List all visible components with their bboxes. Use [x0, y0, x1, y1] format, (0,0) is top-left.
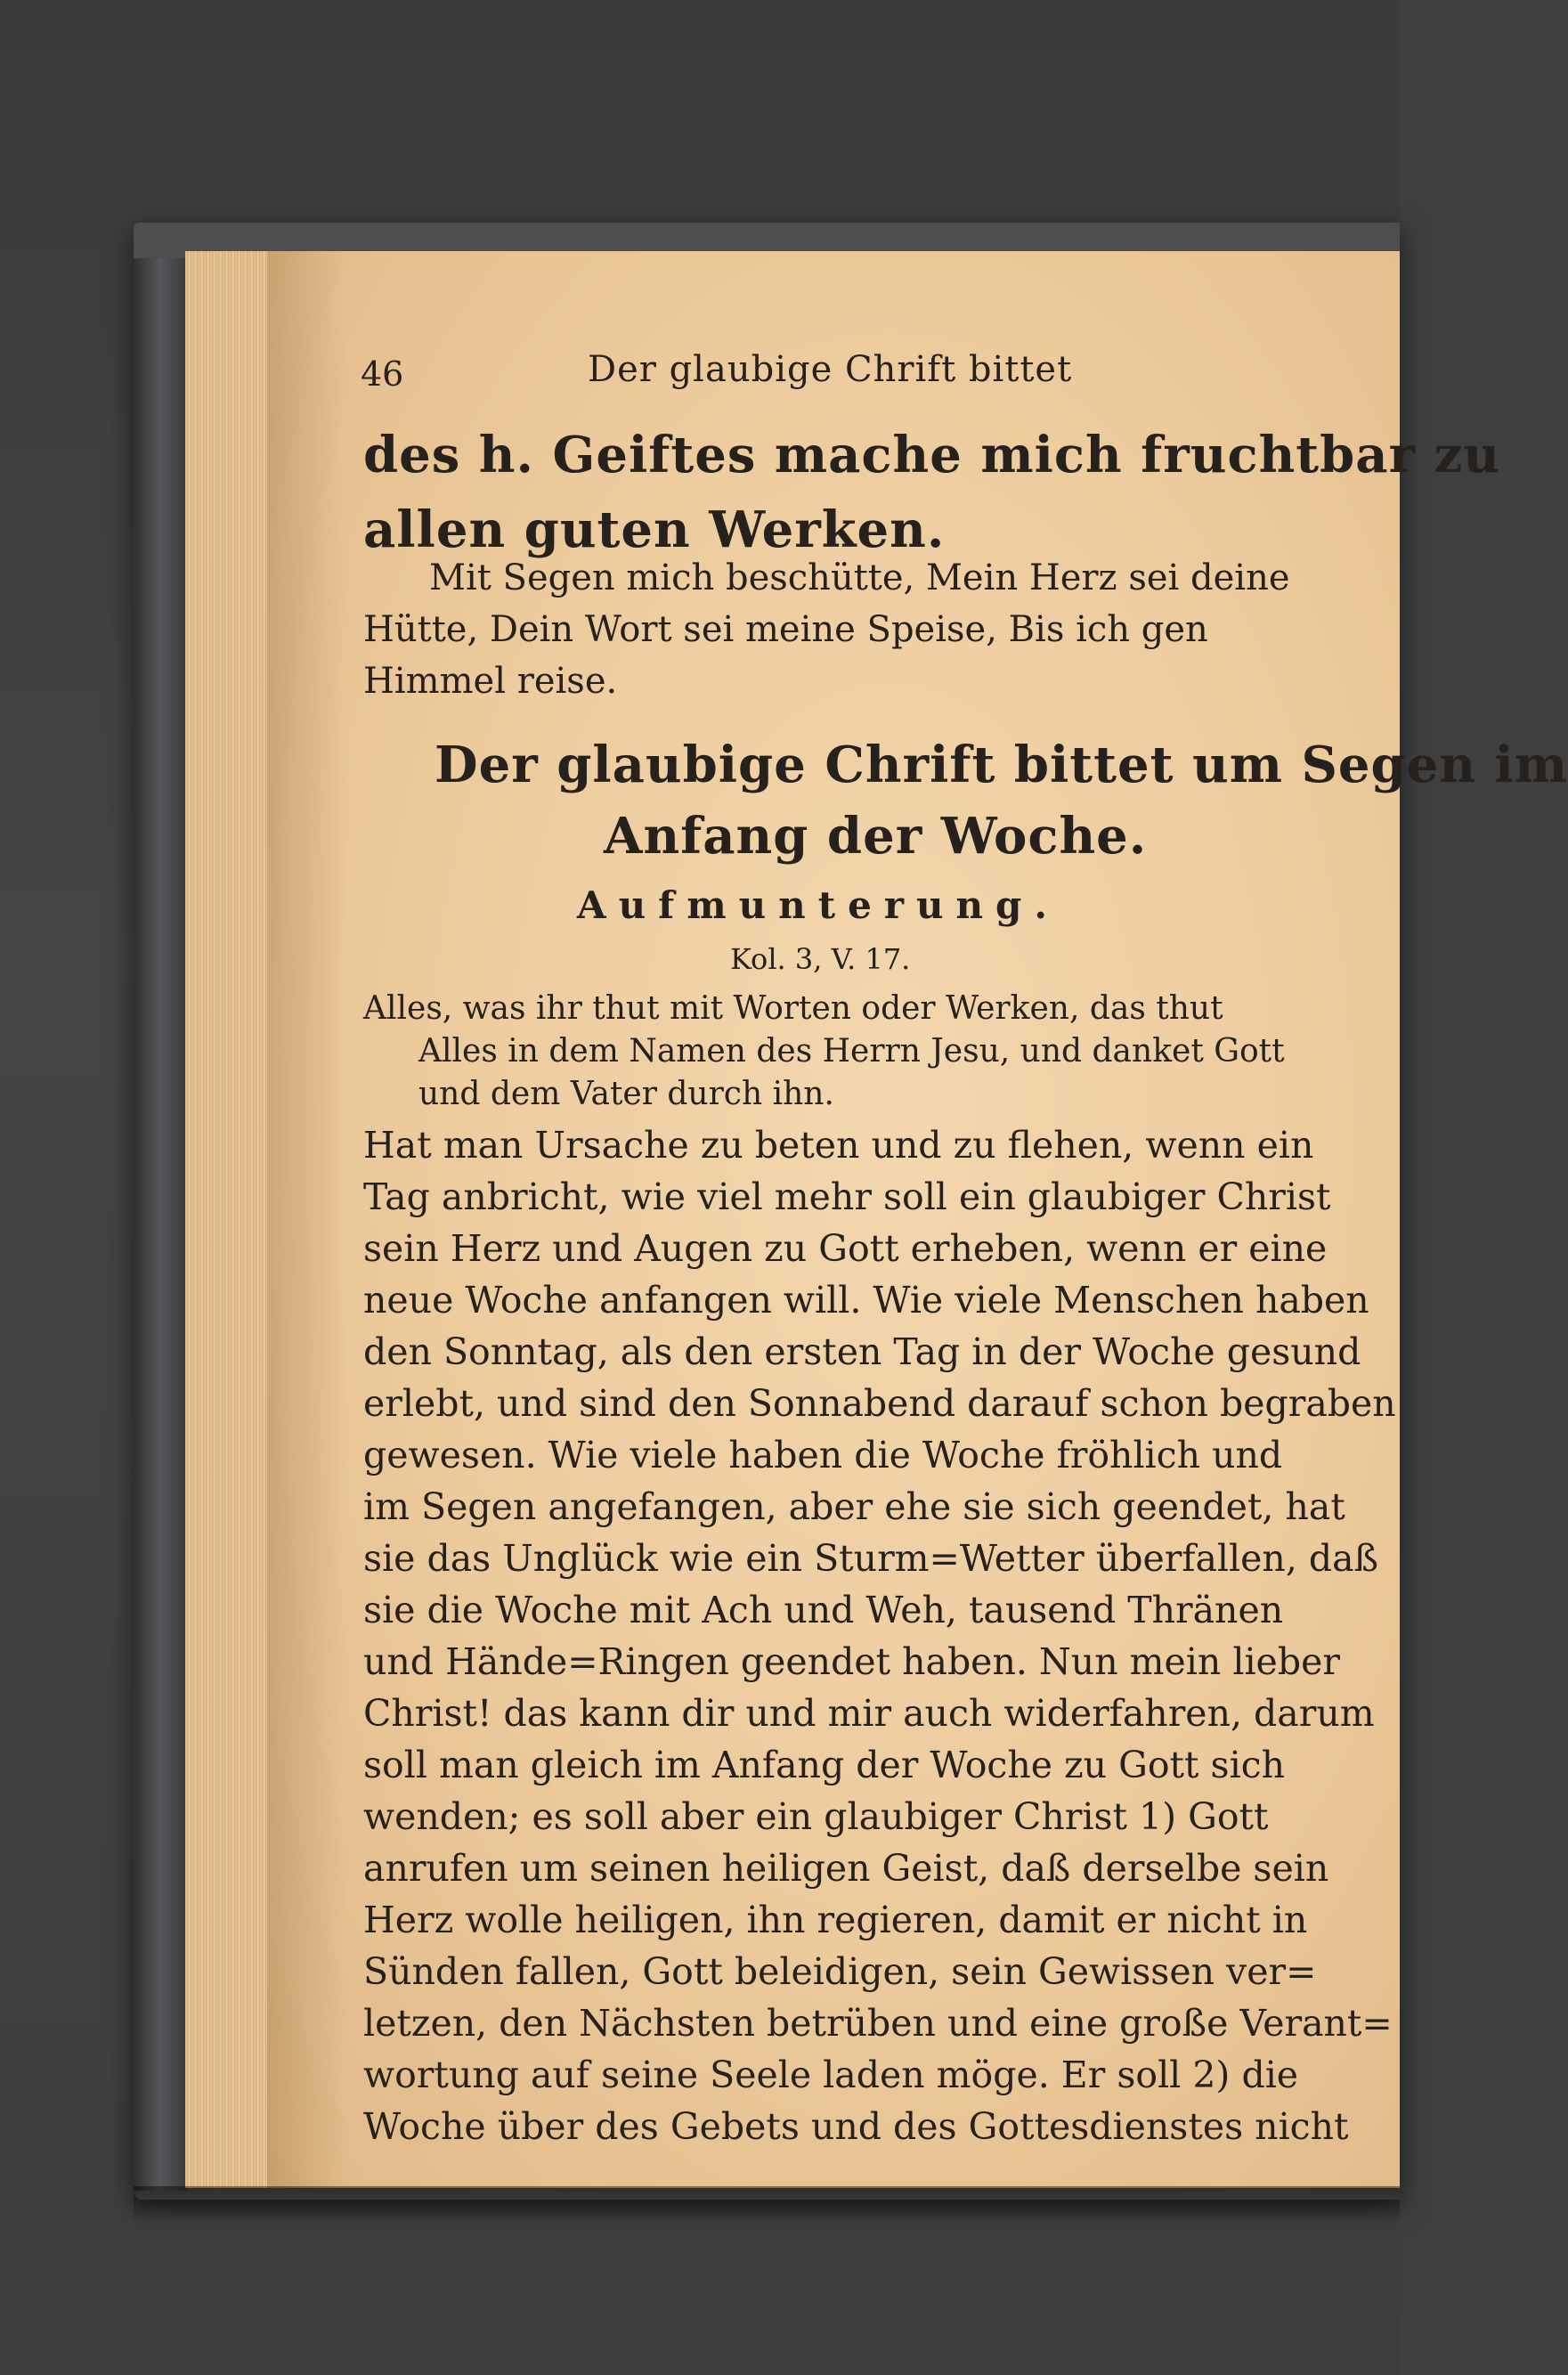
body-text-line: Tag anbricht, wie viel mehr soll ein glaubiger Christ	[363, 1175, 1331, 1218]
body-text-line: Christ! das kann dir und mir auch widerfahren, darum	[363, 1692, 1375, 1735]
section-heading: Der glaubige Chrift bittet um Segen im	[435, 736, 1568, 794]
body-text-line: und Hände=Ringen geendet haben. Nun mein lieber	[363, 1640, 1340, 1683]
scripture-reference: Kol. 3, V. 17.	[730, 942, 911, 976]
body-text-line: wenden; es soll aber ein glaubiger Christ 1) Gott	[363, 1795, 1269, 1838]
body-text-line: soll man gleich im Anfang der Woche zu Gott sich	[363, 1744, 1286, 1786]
body-text-line: letzen, den Nächsten betrüben und eine große Verant=	[363, 2002, 1393, 2045]
body-text-line: erlebt, und sind den Sonnabend darauf schon begraben	[363, 1382, 1396, 1425]
body-text-line: neue Woche anfangen will. Wie viele Menschen haben	[363, 1279, 1369, 1322]
page-number: 46	[361, 354, 404, 394]
body-text-line: im Segen angefangen, aber ehe sie sich geendet, hat	[363, 1485, 1345, 1528]
body-text-line: sie das Unglück wie ein Sturm=Wetter überfallen, daß	[363, 1537, 1378, 1580]
scripture-quote-line: Alles in dem Namen des Herrn Jesu, und danket Gott	[418, 1033, 1285, 1070]
body-text-line: gewesen. Wie viele haben die Woche fröhlich und	[363, 1434, 1283, 1476]
section-subheading: Aufmunterung.	[577, 883, 1060, 927]
running-head: Der glaubige Chrift bittet	[588, 349, 1073, 390]
page-gutter-shadow	[267, 251, 347, 2188]
body-text-line: Woche über des Gebets und des Gottesdienstes nicht	[363, 2105, 1349, 2148]
page-bottom-shadow	[134, 2186, 1400, 2222]
verse-line: Mit Segen mich beschütte, Mein Herz sei deine	[429, 557, 1290, 598]
body-text-line: Hat man Ursache zu beten und zu flehen, wenn ein	[363, 1124, 1314, 1167]
body-text-line: Sünden fallen, Gott beleidigen, sein Gewissen ver=	[363, 1950, 1317, 1993]
book-binding	[134, 258, 187, 2191]
body-text-line: Herz wolle heiligen, ihn regieren, damit er nicht in	[363, 1899, 1308, 1941]
prayer-end-line: allen guten Werken.	[363, 500, 946, 559]
verse-line: Himmel reise.	[363, 661, 618, 702]
verse-line: Hütte, Dein Wort sei meine Speise, Bis ich gen	[363, 609, 1208, 650]
scripture-quote-line: Alles, was ihr thut mit Worten oder Werken, das thut	[363, 990, 1223, 1027]
body-text-line: anrufen um seinen heiligen Geist, daß derselbe sein	[363, 1847, 1329, 1890]
body-text-line: den Sonntag, als den ersten Tag in der Woche gesund	[363, 1330, 1361, 1373]
body-text-line: wortung auf seine Seele laden möge. Er soll 2) die	[363, 2054, 1299, 2096]
body-text-line: sie die Woche mit Ach und Weh, tausend Thränen	[363, 1589, 1284, 1631]
prayer-end-line: des h. Geiftes mache mich fruchtbar zu	[363, 426, 1501, 484]
section-heading: Anfang der Woche.	[604, 807, 1148, 866]
body-text-line: sein Herz und Augen zu Gott erheben, wenn er eine	[363, 1227, 1328, 1270]
scripture-quote-line: und dem Vater durch ihn.	[418, 1076, 834, 1112]
